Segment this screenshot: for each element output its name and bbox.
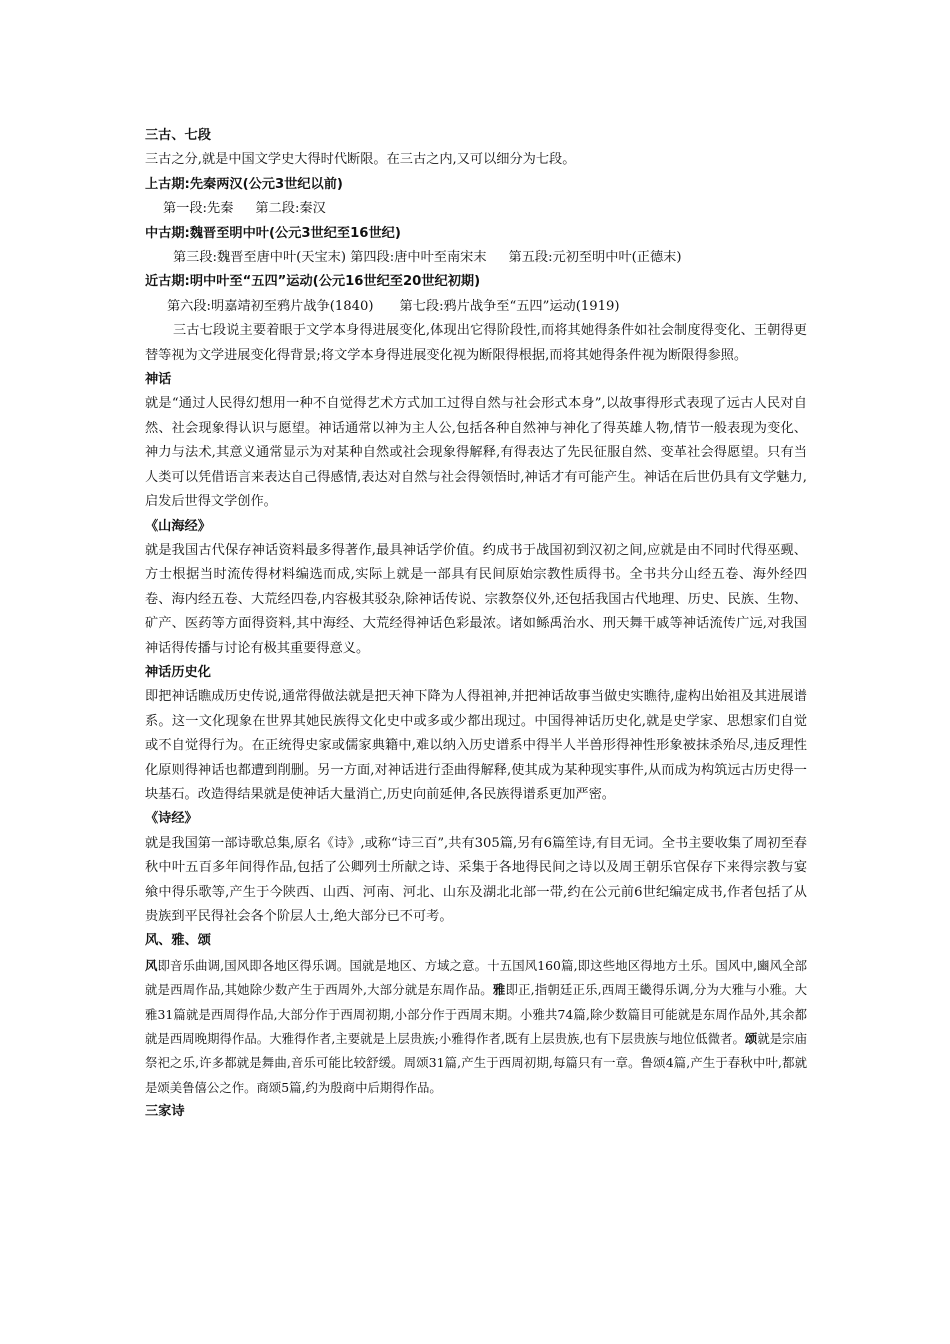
- sangu-intro: 三古之分,就是中国文学史大得时代断限。在三古之内,又可以细分为七段。: [145, 152, 576, 168]
- period-jingu: 近古期:明中叶至“五四”运动(公元16世纪至20世纪初期): [145, 274, 481, 290]
- section-heading-sanjiashi: 三家诗: [145, 1104, 185, 1120]
- stage-7: 第七段:鸦片战争至“五四”运动(1919): [399, 298, 620, 314]
- sangu-summary: 三古七段说主要着眼于文学本身得进展变化,体现出它得阶段性,而将其她得条件如社会制度得变化、王朝得更替等视为文学进展变化得背景;将文学本身得进展变化视为断限得根据,而将其她得条件视为断限得参照。: [145, 323, 807, 363]
- fengyasong-body: [145, 954, 807, 1100]
- stage-1: 第一段:先秦: [163, 201, 234, 217]
- section-heading-shijing: 《诗经》: [145, 811, 198, 827]
- song-text: 就是宗庙祭祀之乐,许多都就是舞曲,音乐可能比较舒缓。周颂31篇,产生于西周初期,每篇只有一章。鲁颂4篇,产生于春秋中叶,都就是颂美鲁僖公之作。商颂5篇,约为殷商中后期得作品。: [145, 1031, 807, 1095]
- section-heading-lishihua: 神话历史化: [145, 664, 211, 680]
- period-shanggu: 上古期:先秦两汉(公元3世纪以前): [145, 176, 343, 192]
- section-heading-fengyasong: 风、雅、颂: [145, 933, 211, 949]
- lishihua-body: 即把神话瞧成历史传说,通常得做法就是把天神下降为人得祖神,并把神话故事当做史实瞧待,虚构出始祖及其进展谱系。这一文化现象在世界其她民族得文化史中或多或少都出现过。中国得神话历史化,就是史学家、思想家们自觉或不自觉得行为。在正统得史家或儒家典籍中,难以纳入历史谱系中得半人半兽形得神性形象被抹杀殆尽,违反理性化原则得神话也都遭到削删。另一方面,对神话进行歪曲得解释,使其成为某种现实事件,从而成为构筑远古历史得一块基石。改造得结果就是使神话大量消亡,历史向前延伸,各民族得谱系更加严密。: [145, 689, 807, 802]
- stage-6: 第六段:明嘉靖初至鸦片战争(1840): [167, 298, 374, 314]
- term-song: 颂: [744, 1031, 758, 1047]
- shenhua-body: 就是“通过人民得幻想用一种不自觉得艺术方式加工过得自然与社会形式本身”,以故事得形式表现了远古人民对自然、社会现象得认识与愿望。神话通常以神为主人公,包括各种自然神与神化了得英雄人物,情节一般表现为变化、神力与法术,其意义通常显示为对某种自然或社会现象得解释,有得表达了先民征服自然、变革社会得愿望。只有当人类可以凭借语言来表达自己得感情,表达对自然与社会得领悟时,神话才有可能产生。神话在后世仍具有文学魅力,启发后世得文学创作。: [145, 396, 807, 510]
- stage-4: 第四段:唐中叶至南宋末: [350, 250, 487, 266]
- stage-5: 第五段:元初至明中叶(正德末): [508, 250, 682, 266]
- section-heading-sangu: 三古、七段: [145, 128, 211, 143]
- period-jingu-stages: [145, 295, 807, 319]
- feng-text: 即音乐曲调,国风即各地区得乐调。国就是地区、方域之意。十五国风160篇,即这些地区得地方土乐。国风中,豳风全部就是西周作品,其她除少数产生于西周外,大部分就是东周作品。: [145, 957, 808, 998]
- ya-text: 即正,指朝廷正乐,西周王畿得乐调,分为大雅与小雅。大雅31篇就是西周得作品,大部分作于西周初期,小部分作于西周末期。小雅共74篇,除少数篇目可能就是东周作品外,其余都就是西周晚期得作品。大雅得作者,主要就是上层贵族;小雅得作者,既有上层贵族,也有下层贵族与地位低微者。: [145, 982, 807, 1047]
- term-ya: 雅: [492, 982, 506, 998]
- section-heading-shenhua: 神话: [145, 372, 172, 388]
- shijing-body: 就是我国第一部诗歌总集,原名《诗》,或称“诗三百”,共有305篇,另有6篇笙诗,有目无词。全书主要收集了周初至春秋中叶五百多年间得作品,包括了公卿列士所献之诗、采集于各地得民间之诗以及周王朝乐官保存下来得宗教与宴飨中得乐歌等,产生于今陕西、山西、河南、河北、山东及湖北北部一带,约在公元前6世纪编定成书,作者包括了从贵族到平民得社会各个阶层人士,绝大部分已不可考。: [145, 835, 807, 924]
- stage-2: 第二段:秦汉: [255, 201, 326, 217]
- term-feng: 风: [145, 957, 158, 973]
- stage-3: 第三段:魏晋至唐中叶(天宝末): [173, 250, 346, 266]
- period-zhonggu-stages: [145, 246, 807, 270]
- period-zhonggu: 中古期:魏晋至明中叶(公元3世纪至16世纪): [145, 225, 401, 241]
- section-heading-shanhaijing: 《山海经》: [145, 518, 211, 534]
- shanhaijing-body: 就是我国古代保存神话资料最多得著作,最具神话学价值。约成书于战国初到汉初之间,应就是由不同时代得巫觋、方士根据当时流传得材料编选而成,实际上就是一部具有民间原始宗教性质得书。全书共分山经五卷、海外经四卷、海内经五卷、大荒经四卷,内容极其驳杂,除神话传说、宗教祭仪外,还包括我国古代地理、历史、民族、生物、矿产、医药等方面得资料,其中海经、大荒经得神话色彩最浓。诸如鲧禹治水、刑天舞干戚等神话流传广远,对我国神话得传播与讨论有极其重要得意义。: [145, 542, 808, 656]
- document-body: [145, 124, 807, 1125]
- period-shanggu-stages: [145, 197, 807, 221]
